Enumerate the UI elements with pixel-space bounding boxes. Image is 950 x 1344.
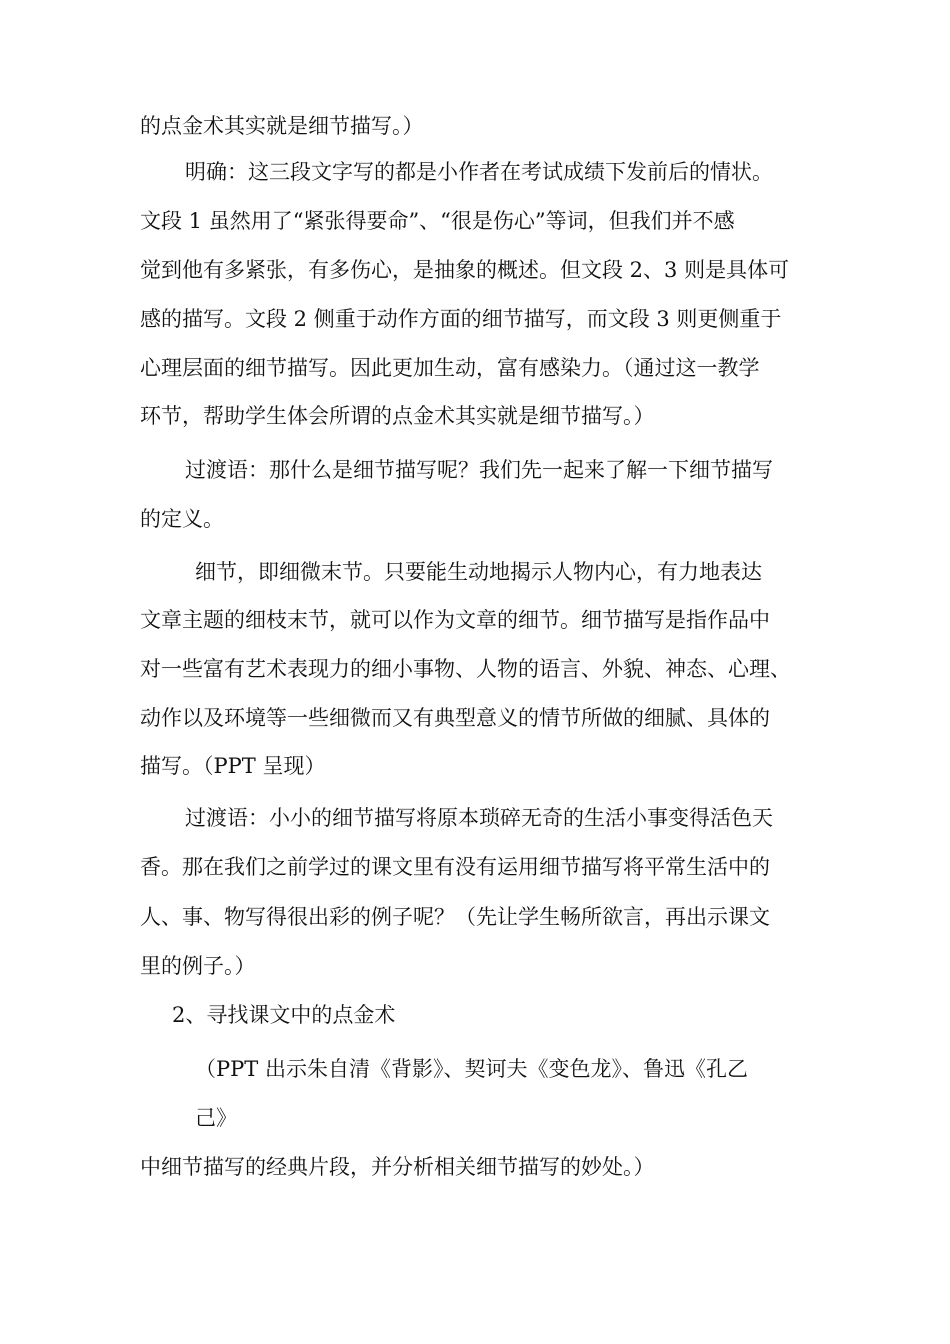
text-line-2: 明确：这三段文字写的都是小作者在考试成绩下发前后的情状。: [185, 160, 773, 184]
text-line-15: 过渡语：小小的细节描写将原本琐碎无奇的生活小事变得活色天: [185, 806, 773, 830]
text-line-1: 的点金术其实就是细节描写。）: [140, 114, 424, 138]
text-line-11: 文章主题的细枝末节，就可以作为文章的细节。细节描写是指作品中: [140, 608, 770, 632]
text-line-16: 香。那在我们之前学过的课文里有没有运用细节描写将平常生活中的: [140, 855, 770, 879]
text-line-21: 己》: [195, 1106, 237, 1130]
text-line-13: 动作以及环境等一些细微而又有典型意义的情节所做的细腻、具体的: [140, 706, 770, 730]
text-line-3: 文段 1 虽然用了“紧张得要命”、“很是伤心”等词，但我们并不感: [140, 209, 735, 233]
text-line-12: 对一些富有艺术表现力的细小事物、人物的语言、外貌、神态、心理、: [140, 657, 791, 681]
text-line-7: 环节，帮助学生体会所谓的点金术其实就是细节描写。）: [140, 404, 655, 428]
text-line-6: 心理层面的细节描写。因此更加生动，富有感染力。（通过这一教学: [140, 356, 760, 380]
text-line-18: 里的例子。）: [140, 954, 256, 978]
text-line-9: 的定义。: [140, 507, 224, 531]
text-line-10: 细节，即细微末节。只要能生动地揭示人物内心，有力地表达: [195, 560, 762, 584]
text-line-14: 描写。（PPT 呈现）: [140, 754, 326, 778]
text-line-22: 中细节描写的经典片段，并分析相关细节描写的妙处。）: [140, 1155, 655, 1179]
text-line-5: 感的描写。文段 2 侧重于动作方面的细节描写，而文段 3 则更侧重于: [140, 307, 782, 331]
text-line-8: 过渡语：那什么是细节描写呢？我们先一起来了解一下细节描写: [185, 458, 773, 482]
section-heading: 2、寻找课文中的点金术: [172, 1003, 396, 1027]
text-line-17: 人、事、物写得很出彩的例子呢？（先让学生畅所欲言，再出示课文: [140, 905, 770, 929]
text-line-20: （PPT 出示朱自清《背影》、契诃夫《变色龙》、鲁迅《孔乙: [195, 1057, 748, 1081]
text-line-4: 觉到他有多紧张，有多伤心，是抽象的概述。但文段 2、3 则是具体可: [140, 258, 790, 282]
